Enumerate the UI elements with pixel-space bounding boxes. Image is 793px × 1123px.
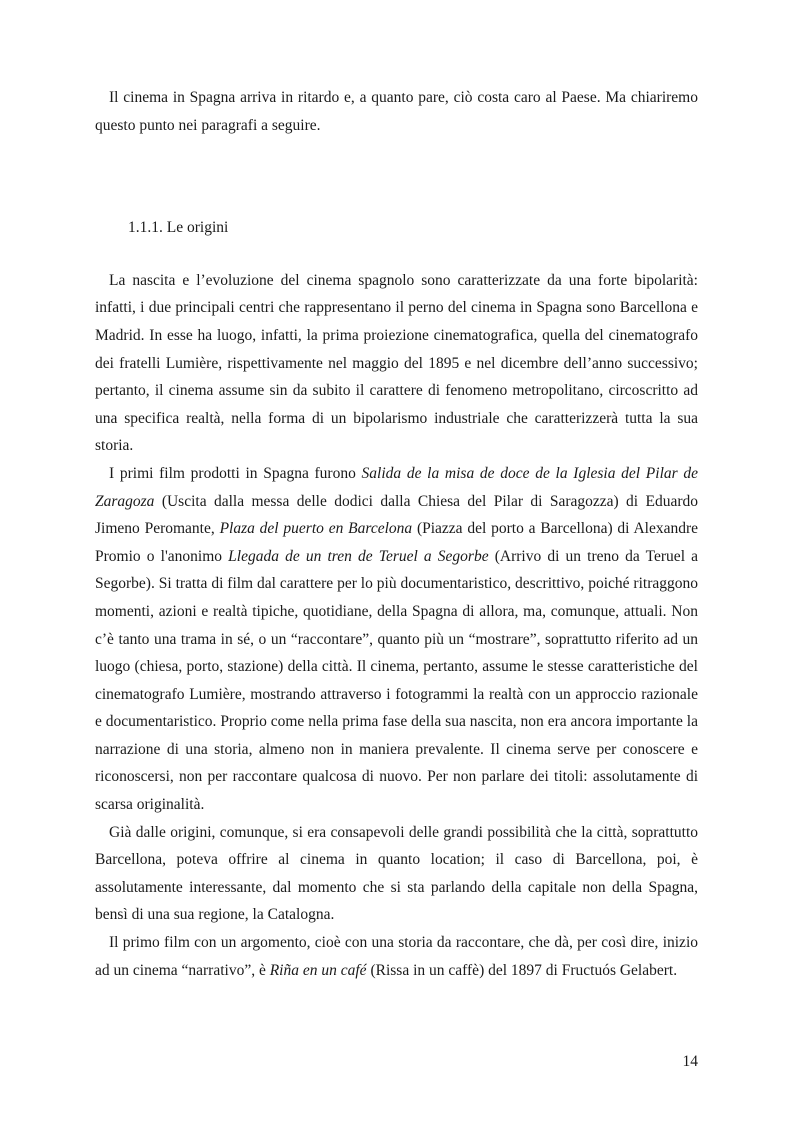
film-title-salida: Salida de la misa de doce de la Iglesia del Pilar de Zaragoza bbox=[95, 464, 698, 510]
paragraph-4 bbox=[95, 929, 698, 984]
page-content bbox=[95, 84, 698, 984]
paragraph-1: La nascita e l’evoluzione del cinema spagnolo sono caratterizzate da una forte bipolarità: infatti, i due principali centri che rappresentano il perno del cinema in Spagna sono Barcellona e Madrid. In esse ha luogo, infatti, la prima proiezione cinematografica, quella del cinematografo dei fratelli Lumière, rispettivamente nel maggio del 1895 e nel dicembre dell’anno successivo; pertanto, il cinema assume sin da subito il carattere di fenomeno metropolitano, circoscritto ad una specifica realtà, nella forma di un bipolarismo industriale che caratterizzerà tutta la sua storia. bbox=[95, 271, 698, 455]
paragraph-2-text: (Arrivo di un treno da Teruel a Segorbe). Si tratta di film dal carattere per lo più documentaristico, descrittivo, poiché ritraggono momenti, azioni e realtà tipiche, quotidiane, della Spagna di allora, ma, comunque, attuali. Non c’è tanto una trama in sé, o un “raccontare”, quanto più un “mostrare”, soprattutto riferito ad un luogo (chiesa, porto, stazione) della città. Il cinema, pertanto, assume le stesse caratteristiche del cinematografo Lumière, mostrando attraverso i fotogrammi la realtà con un approccio razionale e documentaristico. Proprio come nella prima fase della sua nascita, non era ancora importante la narrazione di una storia, almeno non in maniera prevalente. Il cinema serve per conoscere e riconoscersi, non per raccontare qualcosa di nuovo. Per non parlare dei titoli: assolutamente di scarsa originalità. bbox=[95, 547, 699, 814]
intro-paragraph: Il cinema in Spagna arriva in ritardo e, a quanto pare, ciò costa caro al Paese. Ma chiariremo questo punto nei paragrafi a seguire. bbox=[95, 89, 698, 134]
page-number: 14 bbox=[682, 1053, 698, 1070]
paragraph-2-text: (Piazza del porto a Barcellona) di Alexandre Promio o l'anonimo bbox=[95, 520, 698, 565]
film-title-llegada: Llegada de un tren de Teruel a Segorbe bbox=[228, 547, 489, 565]
paragraph-2-text: I primi film prodotti in Spagna furono bbox=[109, 464, 362, 482]
paragraph-4-text: (Rissa in un caffè) del 1897 di Fructuós Gelabert. bbox=[366, 961, 678, 979]
paragraph-4-text: Il primo film con un argomento, cioè con una storia da raccontare, che dà, per così dire, inizio ad un cinema “narrativo”, è bbox=[95, 934, 698, 979]
section-body bbox=[95, 267, 698, 984]
film-title-plaza: Plaza del puerto en Barcelona bbox=[219, 520, 413, 538]
paragraph-2 bbox=[95, 460, 698, 819]
paragraph-3: Già dalle origini, comunque, si era consapevoli delle grandi possibilità che la città, soprattutto Barcellona, poteva offrire al cinema in quanto location; il caso di Barcellona, poi, è assolutamente interessante, dal momento che si sta parlando della capitale non della Spagna, bensì di una sua regione, la Catalogna. bbox=[95, 823, 698, 924]
section-heading: 1.1.1. Le origini bbox=[128, 219, 229, 237]
film-title-rina: Riña en un café bbox=[269, 961, 367, 979]
paragraph-2-text: (Uscita dalla messa delle dodici dalla Chiesa del Pilar di Saragozza) di Eduardo Jimeno Peromante, bbox=[95, 492, 698, 538]
